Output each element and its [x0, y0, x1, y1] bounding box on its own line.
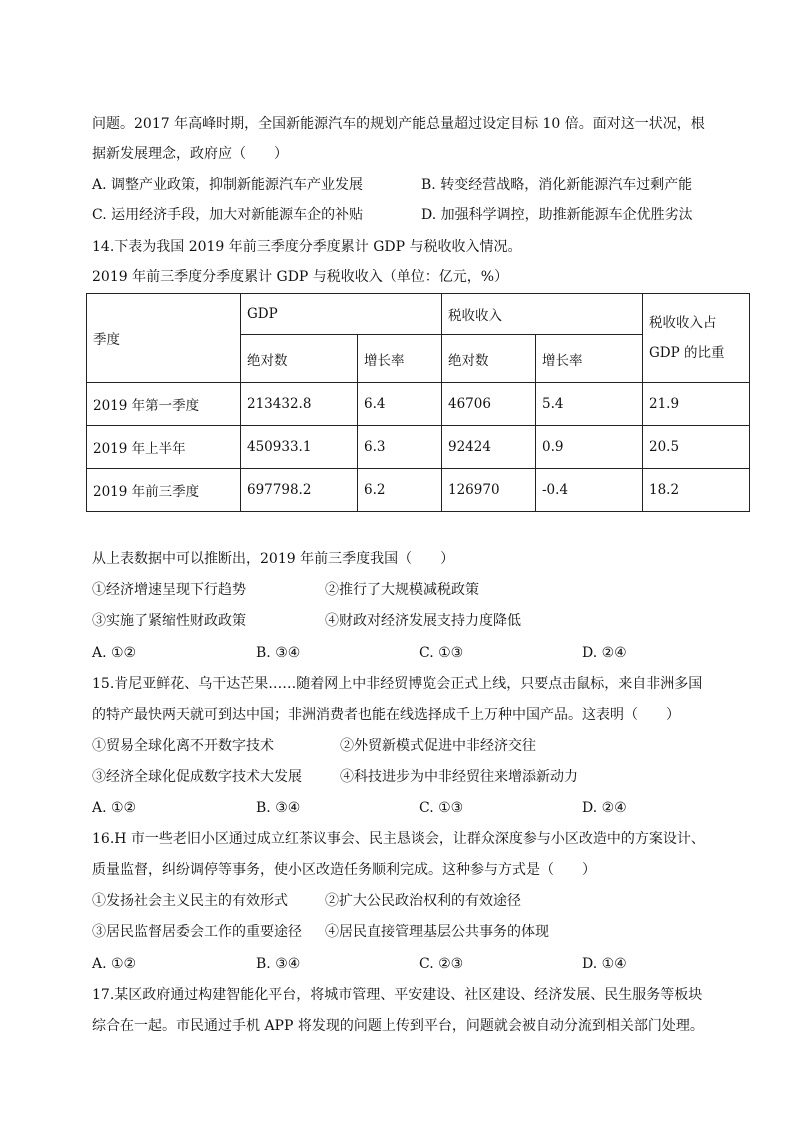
- table-caption: 2019 年前三季度分季度累计 GDP 与税收收入（单位：亿元，%）: [92, 269, 509, 285]
- q15-line-2: 的特产最快两天就可到达中国；非洲消费者也能在线选择成千上万种中国产品。这表明（ ）: [92, 707, 680, 723]
- q15-line-1: 15.肯尼亚鲜花、乌干达芒果……随着网上中非经贸博览会正式上线，只要点击鼠标，来自非洲多国: [92, 676, 703, 692]
- header-ratio-line-1: 税收收入占: [649, 315, 717, 331]
- cell-period: 2019 年第一季度: [87, 383, 241, 426]
- cell-gdp-abs: 697798.2: [241, 469, 358, 512]
- cell-ratio: 21.9: [643, 383, 750, 426]
- header-gdp-abs: 绝对数: [241, 335, 358, 383]
- cell-tax-growth: -0.4: [536, 469, 643, 512]
- q16-answer-b: B. ③④: [256, 956, 301, 972]
- cell-period: 2019 年前三季度: [87, 469, 241, 512]
- header-season: 季度: [87, 294, 241, 383]
- table-row: [87, 426, 750, 469]
- q14-answer-a: A. ①②: [92, 645, 137, 661]
- cell-tax-abs: 126970: [442, 469, 536, 512]
- cell-period: 2019 年上半年: [87, 426, 241, 469]
- q13-option-a: A. 调整产业政策，抑制新能源汽车产业发展: [92, 177, 364, 193]
- q17-line-1: 17.某区政府通过构建智能化平台，将城市管理、平安建设、社区建设、经济发展、民生服务等板块: [92, 987, 703, 1003]
- header-tax: 税收收入: [442, 294, 643, 335]
- q14-item-2: ②推行了大规模减税政策: [325, 582, 479, 598]
- q14-item-1: ①经济增速呈现下行趋势: [92, 582, 246, 598]
- header-gdp-growth: 增长率: [358, 335, 442, 383]
- header-tax-growth: 增长率: [536, 335, 643, 383]
- cell-ratio: 20.5: [643, 426, 750, 469]
- q14-question: 从上表数据中可以推断出，2019 年前三季度我国（ ）: [92, 551, 455, 567]
- q15-answer-c: C. ①③: [419, 800, 464, 816]
- table-row: [87, 469, 750, 512]
- cell-gdp-growth: 6.3: [358, 426, 442, 469]
- q15-answer-a: A. ①②: [92, 800, 137, 816]
- header-gdp: GDP: [241, 294, 442, 335]
- table-row: [87, 383, 750, 426]
- q16-item-1: ①发扬社会主义民主的有效形式: [92, 893, 288, 909]
- cell-gdp-abs: 450933.1: [241, 426, 358, 469]
- header-tax-abs: 绝对数: [442, 335, 536, 383]
- q16-item-4: ④居民直接管理基层公共事务的体现: [325, 924, 549, 940]
- q16-line-1: 16.H 市一些老旧小区通过成立红茶议事会、民主恳谈会，让群众深度参与小区改造中的方案设计、: [92, 831, 705, 847]
- q16-line-2: 质量监督，纠纷调停等事务，使小区改造任务顺利完成。这种参与方式是（ ）: [92, 862, 596, 878]
- q16-answer-c: C. ②③: [419, 956, 464, 972]
- q14-answer-b: B. ③④: [256, 645, 301, 661]
- q13-line-2: 据新发展理念，政府应（ ）: [92, 146, 288, 162]
- q14-item-4: ④财政对经济发展支持力度降低: [325, 613, 521, 629]
- q16-answer-a: A. ①②: [92, 956, 137, 972]
- q15-item-1: ①贸易全球化离不开数字技术: [92, 738, 274, 754]
- q15-answer-d: D. ②④: [582, 800, 627, 816]
- q16-item-3: ③居民监督居委会工作的重要途径: [92, 924, 302, 940]
- cell-gdp-growth: 6.2: [358, 469, 442, 512]
- q14-answer-c: C. ①③: [419, 645, 464, 661]
- q17-line-2: 综合在一起。市民通过手机 APP 将发现的问题上传到平台，问题就会被自动分流到相关部门处理。: [92, 1018, 704, 1034]
- q13-option-c: C. 运用经济手段，加大对新能源车企的补贴: [92, 207, 364, 223]
- q15-answer-b: B. ③④: [256, 800, 301, 816]
- q14-answer-d: D. ②④: [582, 645, 627, 661]
- q13-line-1: 问题。2017 年高峰时期，全国新能源汽车的规划产能总量超过设定目标 10 倍。面对这一状况，根: [92, 116, 705, 132]
- q15-item-2: ②外贸新模式促进中非经济交往: [340, 738, 536, 754]
- q13-option-d: D. 加强科学调控，助推新能源车企优胜劣汰: [421, 207, 693, 223]
- q14-item-3: ③实施了紧缩性财政政策: [92, 613, 246, 629]
- q16-answer-d: D. ①④: [582, 956, 627, 972]
- q13-option-b: B. 转变经营战略，消化新能源汽车过剩产能: [421, 177, 693, 193]
- header-ratio-line-2: GDP 的比重: [649, 345, 725, 361]
- q15-item-3: ③经济全球化促成数字技术大发展: [92, 769, 302, 785]
- cell-tax-growth: 5.4: [536, 383, 643, 426]
- cell-tax-growth: 0.9: [536, 426, 643, 469]
- q14-stem: 14.下表为我国 2019 年前三季度分季度累计 GDP 与税收收入情况。: [92, 239, 522, 255]
- cell-ratio: 18.2: [643, 469, 750, 512]
- gdp-tax-table: [86, 293, 750, 512]
- q16-item-2: ②扩大公民政治权利的有效途径: [325, 893, 521, 909]
- cell-gdp-abs: 213432.8: [241, 383, 358, 426]
- header-ratio: [643, 294, 750, 383]
- cell-gdp-growth: 6.4: [358, 383, 442, 426]
- q15-item-4: ④科技进步为中非经贸往来增添新动力: [340, 769, 578, 785]
- cell-tax-abs: 92424: [442, 426, 536, 469]
- cell-tax-abs: 46706: [442, 383, 536, 426]
